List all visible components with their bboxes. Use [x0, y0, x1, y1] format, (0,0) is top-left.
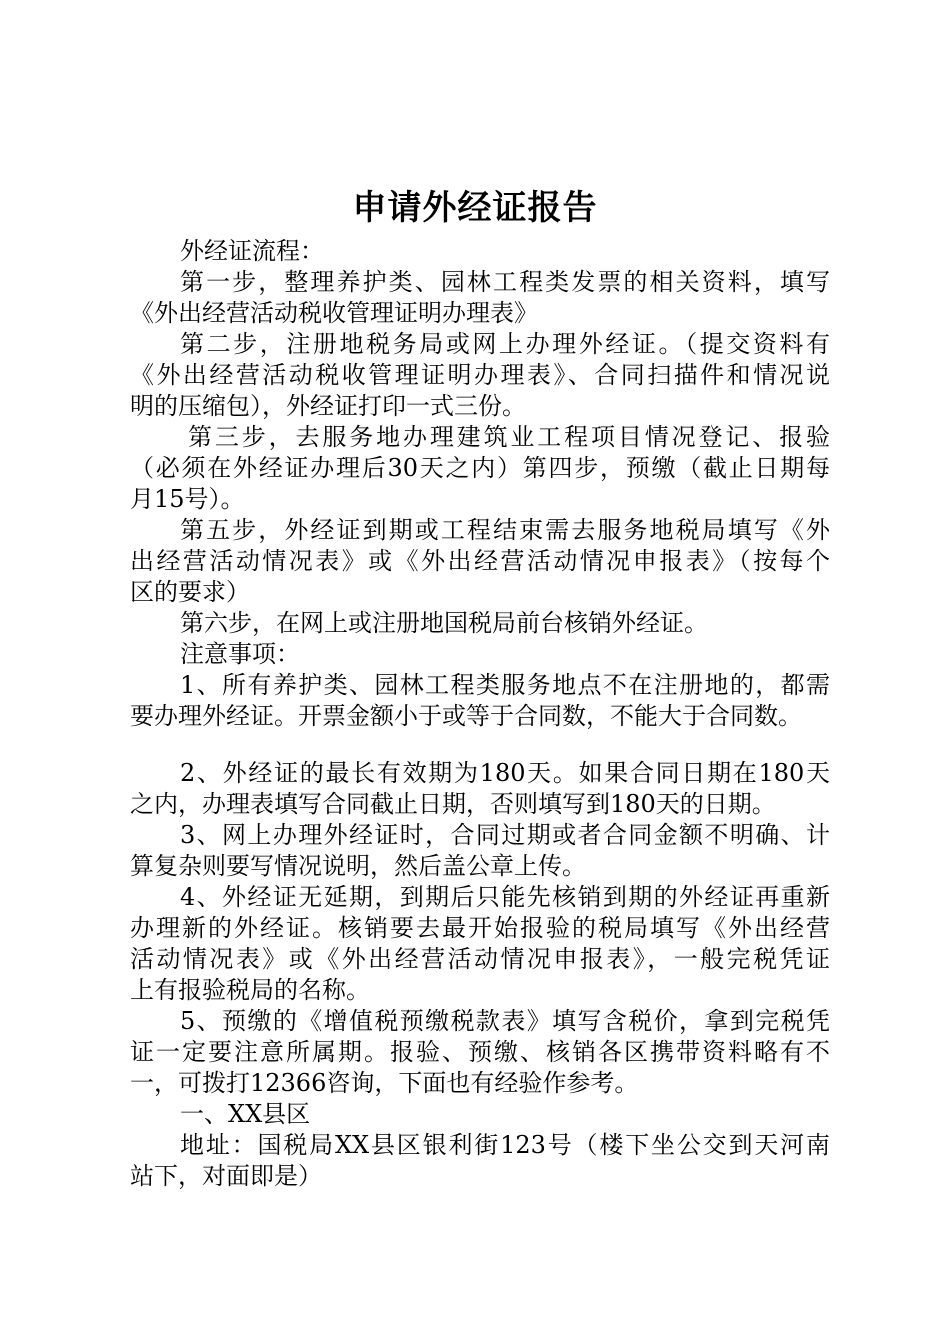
paragraph-line: 5、预缴的《增值税预缴税款表》填写含税价，拿到完税凭	[180, 1007, 830, 1035]
paragraph-gap	[130, 732, 830, 758]
paragraph-line: 第二步，注册地税务局或网上办理外经证。（提交资料有	[180, 330, 830, 358]
paragraph-line: 注意事项：	[180, 640, 300, 668]
paragraph-line: （必须在外经证办理后30天之内）第四步，预缴（截止日期每	[130, 454, 830, 482]
paragraph-line: 《外出经营活动税收管理证明办理表》	[130, 299, 538, 327]
paragraph-line: 第三步，去服务地办理建筑业工程项目情况登记、报验	[188, 423, 830, 451]
paragraph-line: 1、所有养护类、园林工程类服务地点不在注册地的，都需	[180, 671, 830, 699]
paragraph-line: 站下，对面即是）	[130, 1162, 322, 1190]
paragraph-line: 第五步，外经证到期或工程结束需去服务地税局填写《外	[180, 516, 830, 544]
document-title: 申请外经证报告	[352, 188, 598, 228]
paragraph-line: 外经证流程：	[180, 237, 324, 265]
paragraph-line: 地址：国税局XX县区银利街123号（楼下坐公交到天河南	[180, 1131, 830, 1159]
paragraph-line: 之内，办理表填写合同截止日期，否则填写到180天的日期。	[130, 790, 776, 818]
paragraph-line: 一，可拨打12366咨询，下面也有经验作参考。	[130, 1069, 639, 1097]
paragraph-line: 活动情况表》或《外出经营活动情况申报表》，一般完税凭证	[130, 945, 830, 973]
section-heading: 一、XX县区	[180, 1100, 311, 1128]
paragraph-line: 要办理外经证。开票金额小于或等于合同数，不能大于合同数。	[130, 702, 802, 730]
paragraph-line: 3、网上办理外经证时，合同过期或者合同金额不明确、计	[180, 821, 830, 849]
paragraph-line: 上有报验税局的名称。	[130, 976, 370, 1004]
document-body	[130, 236, 830, 1192]
paragraph-line: 第六步，在网上或注册地国税局前台核销外经证。	[180, 609, 708, 637]
paragraph-line: 办理新的外经证。核销要去最开始报验的税局填写《外出经营	[130, 914, 830, 942]
paragraph-line: 4、外经证无延期，到期后只能先核销到期的外经证再重新	[180, 883, 830, 911]
paragraph-line: 算复杂则要写情况说明，然后盖公章上传。	[130, 852, 586, 880]
paragraph-line: 明的压缩包），外经证打印一式三份。	[130, 392, 526, 420]
paragraph-line: 第一步，整理养护类、园林工程类发票的相关资料，填写	[180, 268, 830, 296]
paragraph-line: 《外出经营活动税收管理证明办理表》、合同扫描件和情况说	[130, 361, 830, 389]
paragraph-line: 2、外经证的最长有效期为180天。如果合同日期在180天	[180, 759, 830, 787]
paragraph-line: 证一定要注意所属期。报验、预缴、核销各区携带资料略有不	[130, 1038, 830, 1066]
paragraph-line: 出经营活动情况表》或《外出经营活动情况申报表》（按每个	[130, 547, 830, 575]
paragraph-line: 区的要求）	[130, 578, 250, 606]
paragraph-line: 月15号）。	[130, 485, 245, 513]
